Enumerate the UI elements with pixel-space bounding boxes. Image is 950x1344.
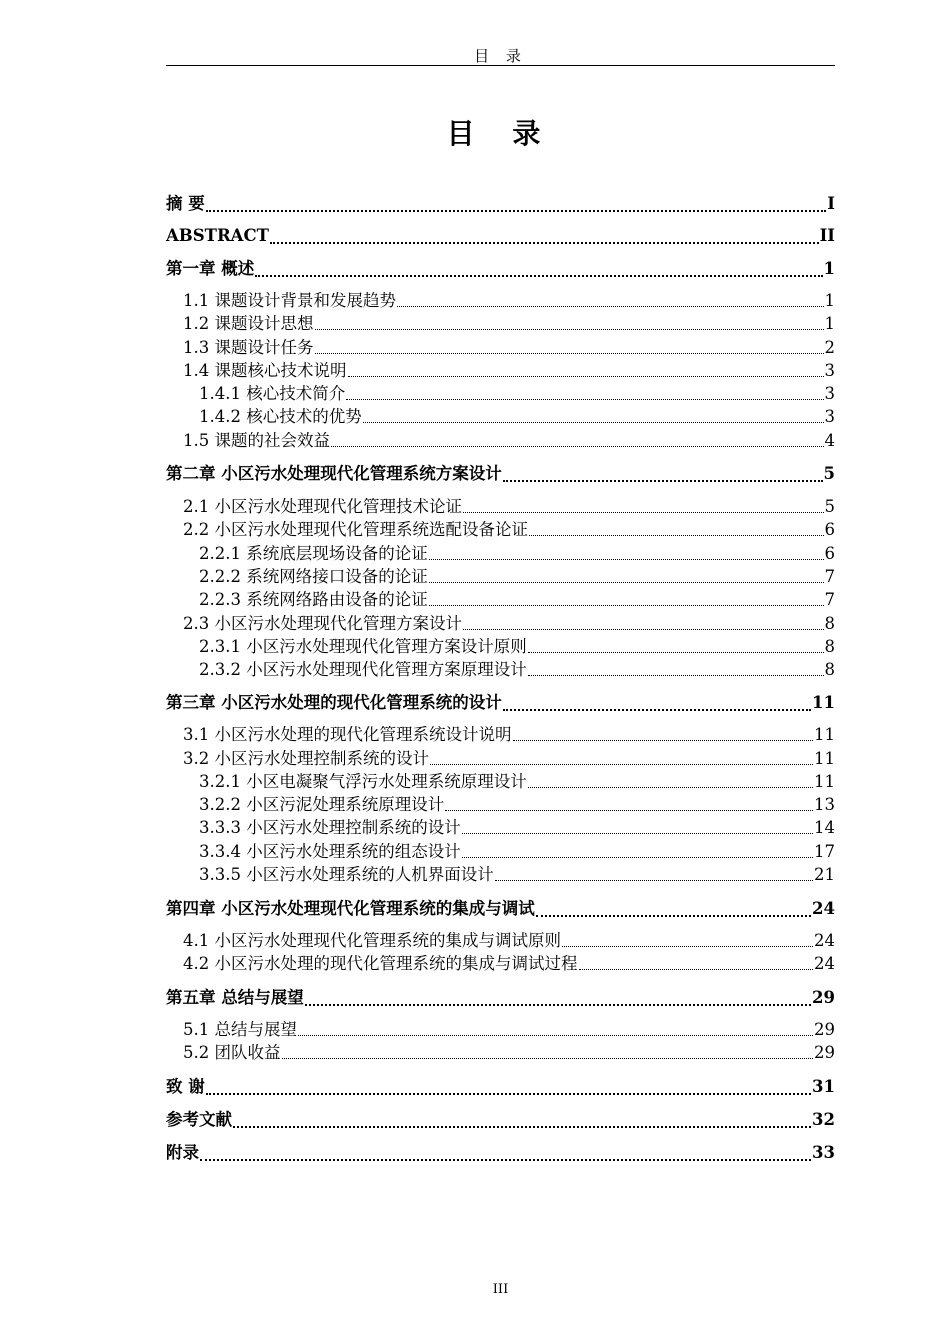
toc-entry[interactable] xyxy=(183,496,835,518)
toc-entry-label: ABSTRACT xyxy=(166,226,269,245)
toc-dot-leader xyxy=(255,275,822,277)
toc-entry[interactable] xyxy=(199,659,835,681)
toc-entry-label: 第三章 小区污水处理的现代化管理系统的设计 xyxy=(166,693,502,712)
toc-entry-page: 5 xyxy=(824,497,835,516)
toc-dot-leader xyxy=(397,306,824,307)
toc-entry-label: 1.4.1 核心技术简介 xyxy=(199,384,346,403)
toc-dot-leader xyxy=(503,480,823,482)
toc-entry-page: II xyxy=(819,226,835,245)
toc-dot-leader xyxy=(462,833,813,834)
toc-entry-page: 7 xyxy=(824,590,835,609)
toc-entry-label: 3.3.3 小区污水处理控制系统的设计 xyxy=(199,818,461,837)
toc-entry-label: 1.1 课题设计背景和发展趋势 xyxy=(183,291,396,310)
toc-dot-leader xyxy=(200,1159,811,1161)
toc-dot-leader xyxy=(429,605,824,606)
toc-dot-leader xyxy=(528,675,824,676)
toc-entry-page: 7 xyxy=(824,567,835,586)
toc-entry[interactable] xyxy=(199,636,835,658)
toc-entry-label: 4.1 小区污水处理现代化管理系统的集成与调试原则 xyxy=(183,931,561,950)
toc-entry-page: 3 xyxy=(824,361,835,380)
toc-dot-leader xyxy=(233,1126,811,1128)
toc-dot-leader xyxy=(206,210,827,212)
toc-dot-leader xyxy=(536,915,811,917)
toc-entry-label: 附录 xyxy=(166,1143,199,1162)
toc-dot-leader xyxy=(346,399,823,400)
toc-entry[interactable] xyxy=(199,841,835,863)
toc-entry-page: 8 xyxy=(824,637,835,656)
toc-entry-page: 11 xyxy=(814,725,835,744)
toc-entry[interactable] xyxy=(199,794,835,816)
toc-dot-leader xyxy=(463,512,824,513)
toc-dot-leader xyxy=(331,446,824,447)
toc-entry-page: 31 xyxy=(812,1077,835,1096)
toc-dot-leader xyxy=(298,1035,813,1036)
toc-entry-page: 2 xyxy=(824,338,835,357)
toc-entry-label: 3.3.5 小区污水处理系统的人机界面设计 xyxy=(199,865,494,884)
toc-entry-page: 5 xyxy=(823,464,835,483)
toc-entry-page: 24 xyxy=(812,899,835,918)
toc-entry-label: 致 谢 xyxy=(166,1077,205,1096)
toc-entry-label: 1.4.2 核心技术的优势 xyxy=(199,407,362,426)
toc-entry-label: 摘 要 xyxy=(166,194,205,213)
toc-entry-label: 2.3.1 小区污水处理现代化管理方案设计原则 xyxy=(199,637,527,656)
toc-entry[interactable] xyxy=(166,691,835,715)
header-rule xyxy=(166,65,835,66)
toc-dot-leader xyxy=(528,652,824,653)
toc-entry[interactable] xyxy=(199,383,835,405)
toc-entry-page: 3 xyxy=(824,384,835,403)
toc-entry-page: 8 xyxy=(824,614,835,633)
toc-entry-page: 4 xyxy=(824,431,835,450)
toc-entry[interactable] xyxy=(166,462,835,486)
toc-dot-leader xyxy=(462,857,813,858)
toc-entry[interactable] xyxy=(183,748,835,770)
toc-dot-leader xyxy=(445,810,813,811)
toc-entry[interactable] xyxy=(183,290,835,312)
toc-entry-page: 33 xyxy=(812,1143,835,1162)
toc-entry-page: I xyxy=(827,194,835,213)
toc-entry[interactable] xyxy=(183,1019,835,1041)
toc-entry[interactable] xyxy=(183,953,835,975)
page-number: III xyxy=(492,1282,509,1297)
toc-dot-leader xyxy=(348,376,824,377)
toc-entry[interactable] xyxy=(183,1042,835,1064)
toc-entry[interactable] xyxy=(199,566,835,588)
toc-entry-page: 3 xyxy=(824,407,835,426)
toc-entry-page: 24 xyxy=(814,954,835,973)
toc-entry-page: 13 xyxy=(814,795,835,814)
toc-entry-page: 6 xyxy=(824,544,835,563)
toc-entry-label: 参考文献 xyxy=(166,1110,232,1129)
running-header: 目 录 xyxy=(474,47,527,65)
toc-entry[interactable] xyxy=(166,1108,835,1132)
toc-entry-page: 32 xyxy=(812,1110,835,1129)
toc-entry-label: 3.2.1 小区电凝聚气浮污水处理系统原理设计 xyxy=(199,772,527,791)
toc-entry[interactable] xyxy=(199,864,835,886)
toc-entry-page: 24 xyxy=(814,931,835,950)
toc-entry[interactable] xyxy=(183,613,835,635)
toc-entry-label: 5.2 团队收益 xyxy=(183,1043,281,1062)
toc-entry[interactable] xyxy=(199,589,835,611)
toc-entry-label: 5.1 总结与展望 xyxy=(183,1020,297,1039)
toc-entry-page: 8 xyxy=(824,660,835,679)
toc-entry-label: 第二章 小区污水处理现代化管理系统方案设计 xyxy=(166,464,502,483)
toc-dot-leader xyxy=(529,535,824,536)
toc-dot-leader xyxy=(513,740,814,741)
toc-entry[interactable] xyxy=(166,192,835,216)
toc-dot-leader xyxy=(495,880,813,881)
page-title: 目 录 xyxy=(446,117,555,150)
toc-dot-leader xyxy=(430,764,813,765)
toc-dot-leader xyxy=(363,422,824,423)
toc-entry-page: 11 xyxy=(814,749,835,768)
toc-entry-label: 3.2.2 小区污泥处理系统原理设计 xyxy=(199,795,445,814)
toc-entry-label: 1.4 课题核心技术说明 xyxy=(183,361,347,380)
toc-entry-page: 17 xyxy=(814,842,835,861)
toc-entry-label: 3.3.4 小区污水处理系统的组态设计 xyxy=(199,842,461,861)
toc-dot-leader xyxy=(429,582,824,583)
toc-entry-page: 1 xyxy=(824,314,835,333)
toc-entry-label: 第一章 概述 xyxy=(166,259,255,278)
toc-entry[interactable] xyxy=(183,337,835,359)
toc-entry[interactable] xyxy=(199,771,835,793)
toc-entry-label: 第五章 总结与展望 xyxy=(166,988,304,1007)
toc-entry-label: 2.3.2 小区污水处理现代化管理方案原理设计 xyxy=(199,660,527,679)
toc-entry[interactable] xyxy=(166,897,835,921)
toc-entry[interactable] xyxy=(183,930,835,952)
toc-dot-leader xyxy=(463,629,824,630)
toc-entry[interactable] xyxy=(199,543,835,565)
toc-entry-label: 3.1 小区污水处理的现代化管理系统设计说明 xyxy=(183,725,512,744)
toc-entry-label: 1.2 课题设计思想 xyxy=(183,314,314,333)
toc-entry[interactable] xyxy=(166,1075,835,1099)
toc-dot-leader xyxy=(429,559,824,560)
toc-entry[interactable] xyxy=(166,224,835,248)
toc-dot-leader xyxy=(206,1093,811,1095)
toc-entry-page: 29 xyxy=(814,1020,835,1039)
toc-entry-label: 第四章 小区污水处理现代化管理系统的集成与调试 xyxy=(166,899,535,918)
toc-dot-leader xyxy=(562,946,813,947)
toc-entry[interactable] xyxy=(183,360,835,382)
toc-entry-label: 2.3 小区污水处理现代化管理方案设计 xyxy=(183,614,462,633)
toc-entry-label: 3.2 小区污水处理控制系统的设计 xyxy=(183,749,429,768)
toc-entry-label: 4.2 小区污水处理的现代化管理系统的集成与调试过程 xyxy=(183,954,578,973)
toc-entry[interactable] xyxy=(199,817,835,839)
toc-dot-leader xyxy=(315,329,824,330)
toc-entry-label: 2.2.1 系统底层现场设备的论证 xyxy=(199,544,428,563)
toc-entry-label: 2.2 小区污水处理现代化管理系统选配设备论证 xyxy=(183,520,528,539)
toc-entry[interactable] xyxy=(166,986,835,1010)
toc-entry-page: 1 xyxy=(823,259,835,278)
toc-dot-leader xyxy=(579,969,814,970)
toc-dot-leader xyxy=(503,709,811,711)
toc-entry-page: 1 xyxy=(824,291,835,310)
toc-entry[interactable] xyxy=(183,313,835,335)
toc-entry[interactable] xyxy=(166,1141,835,1165)
toc-entry[interactable] xyxy=(199,406,835,428)
toc-entry-page: 29 xyxy=(812,988,835,1007)
toc-entry[interactable] xyxy=(166,257,835,281)
toc-entry-page: 21 xyxy=(814,865,835,884)
toc-entry-page: 6 xyxy=(824,520,835,539)
toc-entry[interactable] xyxy=(183,430,835,452)
toc-entry-label: 2.2.2 系统网络接口设备的论证 xyxy=(199,567,428,586)
toc-dot-leader xyxy=(270,242,819,244)
toc-dot-leader xyxy=(305,1004,811,1006)
toc-dot-leader xyxy=(282,1058,814,1059)
toc-entry-page: 14 xyxy=(814,818,835,837)
toc-entry-label: 1.5 课题的社会效益 xyxy=(183,431,330,450)
toc-dot-leader xyxy=(315,353,824,354)
toc-entry-page: 11 xyxy=(812,693,835,712)
toc-entry-label: 2.1 小区污水处理现代化管理技术论证 xyxy=(183,497,462,516)
toc-entry-label: 1.3 课题设计任务 xyxy=(183,338,314,357)
toc-entry[interactable] xyxy=(183,519,835,541)
toc-entry-page: 11 xyxy=(814,772,835,791)
toc-entry[interactable] xyxy=(183,724,835,746)
toc-entry-page: 29 xyxy=(814,1043,835,1062)
toc-dot-leader xyxy=(528,787,813,788)
toc-entry-label: 2.2.3 系统网络路由设备的论证 xyxy=(199,590,428,609)
